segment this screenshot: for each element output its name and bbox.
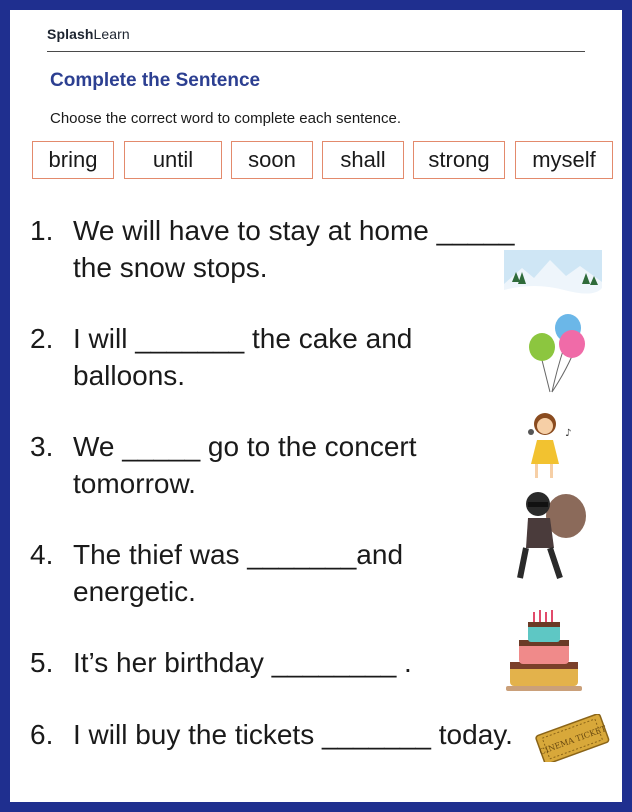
question-line-1: I will buy the tickets _______ today. <box>73 719 513 750</box>
word-until: until <box>124 141 222 179</box>
brand-light: Learn <box>93 26 130 42</box>
header-divider <box>47 51 585 52</box>
question-number: 2. <box>30 323 54 354</box>
question-line-1: I will _______ the cake and <box>73 323 413 354</box>
question-1 <box>30 212 515 286</box>
ticket-text: CINEMA TICKET <box>538 724 608 757</box>
question-5 <box>30 644 412 681</box>
question-number: 4. <box>30 539 54 570</box>
word-soon: soon <box>231 141 313 179</box>
brand-logo <box>47 26 130 42</box>
question-number: 3. <box>30 431 54 462</box>
birthday-cake-image <box>506 604 582 692</box>
question-4 <box>30 536 403 610</box>
question-line-1: It’s her birthday ________ . <box>73 647 412 678</box>
question-line-2: energetic. <box>73 576 196 607</box>
word-myself: myself <box>515 141 613 179</box>
question-line-2: balloons. <box>73 360 186 391</box>
word-bring: bring <box>32 141 114 179</box>
svg-text:♪: ♪ <box>565 428 572 439</box>
word-shall: shall <box>322 141 404 179</box>
question-line-2: tomorrow. <box>73 468 196 499</box>
question-3 <box>30 428 417 502</box>
word-strong: strong <box>413 141 505 179</box>
question-number: 6. <box>30 719 54 750</box>
worksheet <box>10 10 622 802</box>
question-line-2: the snow stops. <box>73 252 268 283</box>
question-6 <box>30 716 513 753</box>
singing-girl-image <box>517 406 583 484</box>
question-number: 1. <box>30 215 54 246</box>
thief-image <box>510 486 590 584</box>
snowy-landscape-image <box>504 250 602 306</box>
worksheet-title: Complete the Sentence <box>50 70 261 91</box>
question-line-1: The thief was _______and <box>73 539 404 570</box>
question-line-1: We will have to stay at home _____ <box>73 215 515 246</box>
cinema-ticket-image <box>532 714 612 762</box>
question-2 <box>30 320 412 394</box>
instruction-text: Choose the correct word to complete each sentence. <box>50 110 402 127</box>
balloons-image <box>528 314 590 394</box>
question-line-1: We _____ go to the concert <box>73 431 417 462</box>
question-number: 5. <box>30 647 54 678</box>
brand-bold: Splash <box>47 26 94 42</box>
